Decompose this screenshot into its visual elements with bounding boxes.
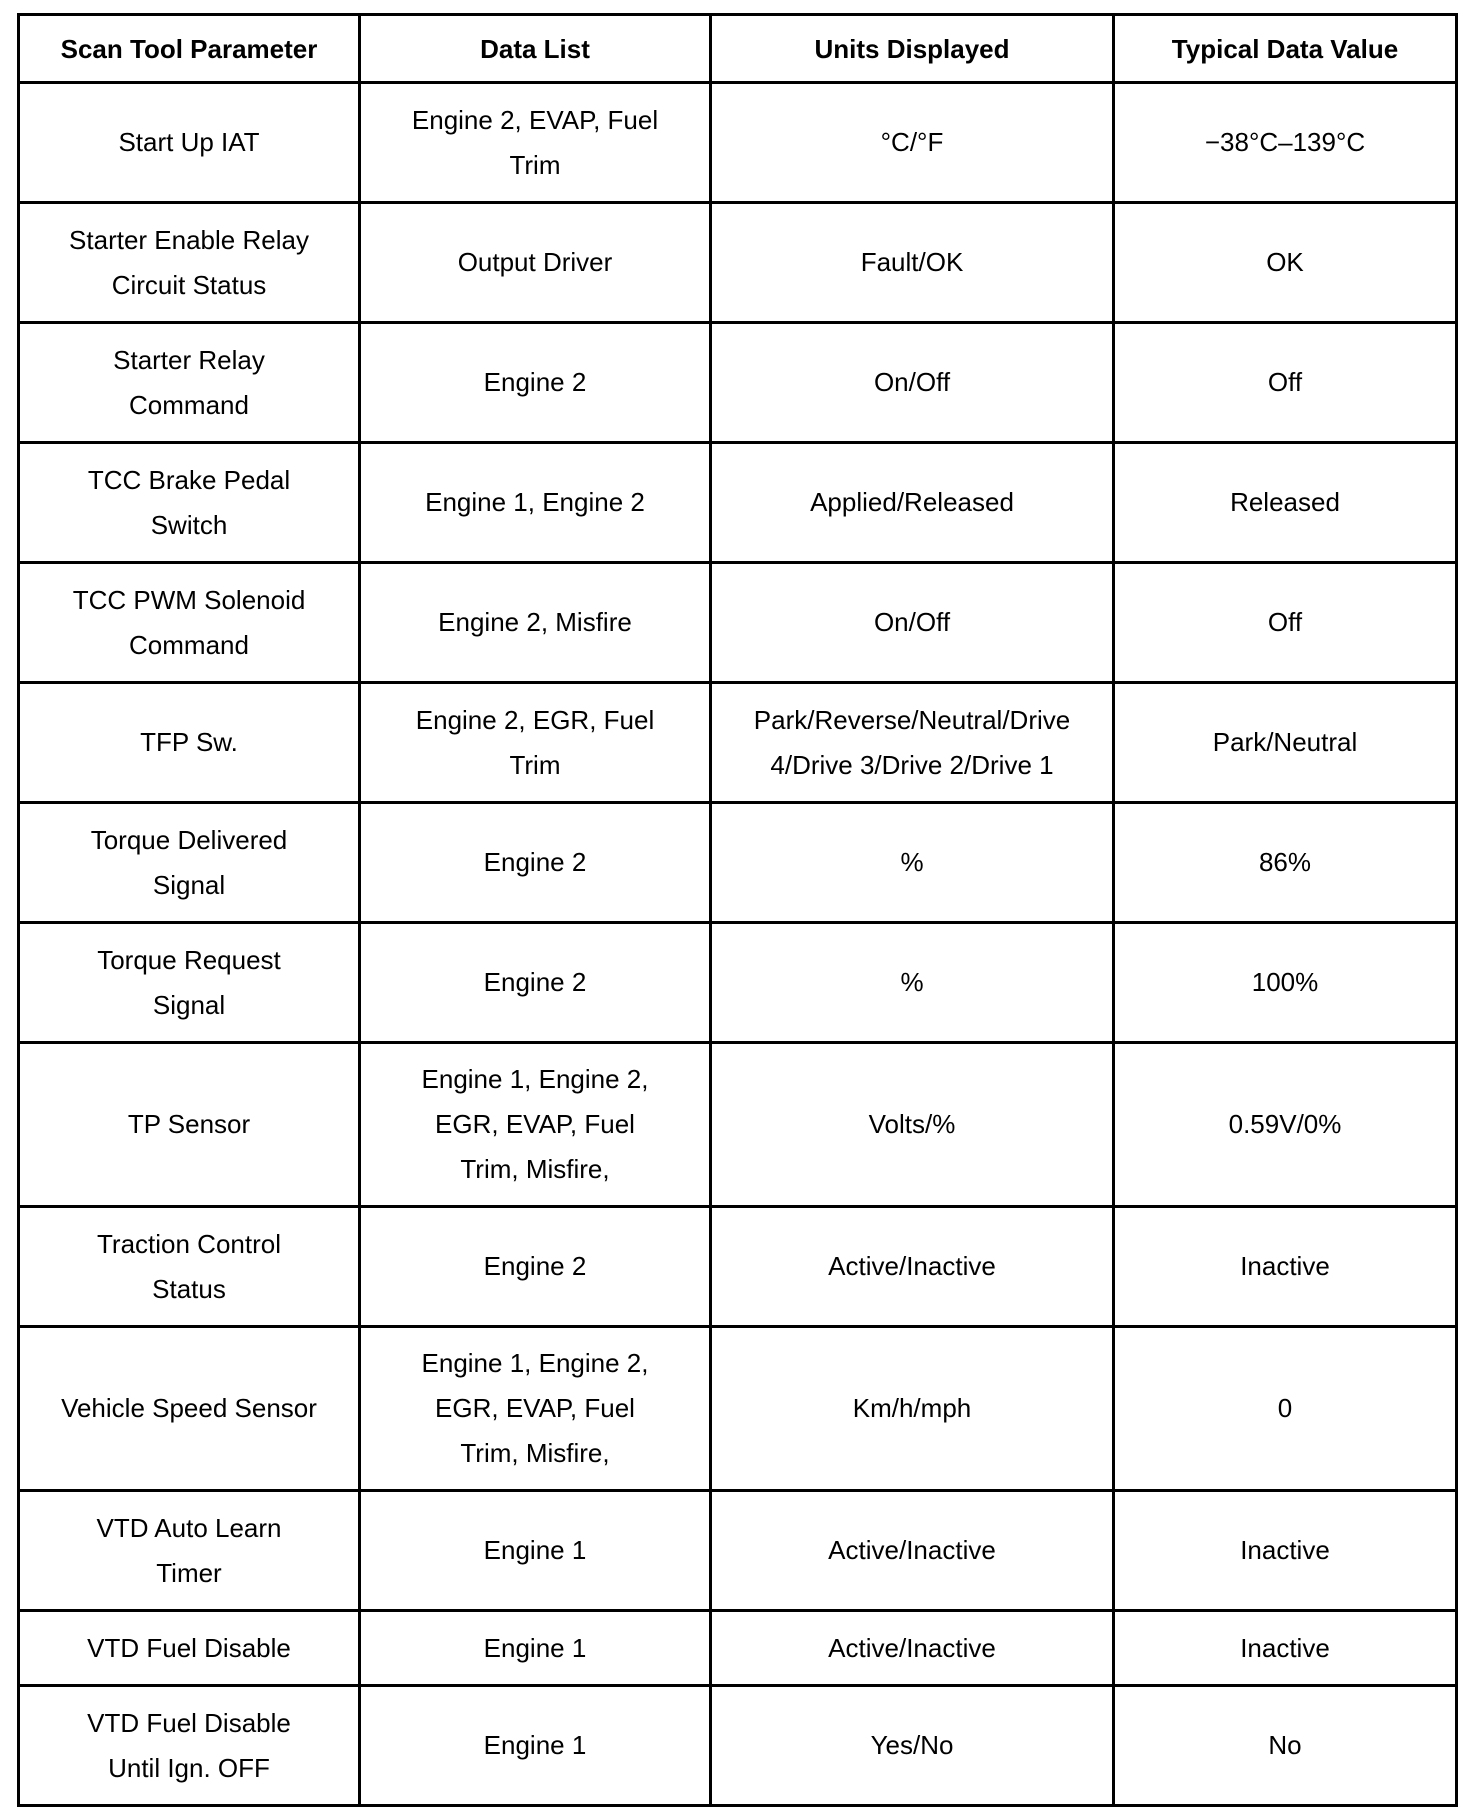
cell-parameter: Starter Enable Relay Circuit Status	[19, 203, 360, 323]
table-row	[19, 683, 1457, 803]
cell-typical-value: Inactive	[1114, 1491, 1457, 1611]
cell-units: Km/h/mph	[711, 1327, 1114, 1491]
table-row	[19, 1491, 1457, 1611]
cell-parameter: Traction Control Status	[19, 1207, 360, 1327]
cell-typical-value: −38°C–139°C	[1114, 83, 1457, 203]
cell-data-list: Engine 2, EGR, Fuel Trim	[360, 683, 711, 803]
cell-units: °C/°F	[711, 83, 1114, 203]
cell-units: Fault/OK	[711, 203, 1114, 323]
cell-typical-value: Off	[1114, 323, 1457, 443]
header-data-list: Data List	[360, 15, 711, 83]
cell-parameter: TCC Brake Pedal Switch	[19, 443, 360, 563]
table-row	[19, 563, 1457, 683]
cell-data-list: Engine 1, Engine 2, EGR, EVAP, Fuel Trim, Misfire,	[360, 1043, 711, 1207]
table-row	[19, 1611, 1457, 1686]
cell-typical-value: No	[1114, 1686, 1457, 1806]
header-scan-tool-parameter: Scan Tool Parameter	[19, 15, 360, 83]
table-row	[19, 923, 1457, 1043]
cell-data-list: Engine 2	[360, 923, 711, 1043]
cell-units: %	[711, 803, 1114, 923]
cell-units: Yes/No	[711, 1686, 1114, 1806]
cell-data-list: Engine 2	[360, 1207, 711, 1327]
table-row	[19, 1207, 1457, 1327]
cell-units: Active/Inactive	[711, 1491, 1114, 1611]
cell-parameter: VTD Fuel Disable Until Ign. OFF	[19, 1686, 360, 1806]
cell-units: Volts/%	[711, 1043, 1114, 1207]
cell-typical-value: 0	[1114, 1327, 1457, 1491]
table-body	[19, 83, 1457, 1806]
cell-typical-value: Inactive	[1114, 1207, 1457, 1327]
cell-data-list: Engine 1	[360, 1611, 711, 1686]
cell-parameter: VTD Fuel Disable	[19, 1611, 360, 1686]
cell-data-list: Engine 1	[360, 1686, 711, 1806]
cell-parameter: Vehicle Speed Sensor	[19, 1327, 360, 1491]
cell-typical-value: 86%	[1114, 803, 1457, 923]
table-row	[19, 1686, 1457, 1806]
table-row	[19, 1043, 1457, 1207]
cell-units: On/Off	[711, 563, 1114, 683]
cell-typical-value: Park/Neutral	[1114, 683, 1457, 803]
cell-units: Active/Inactive	[711, 1207, 1114, 1327]
cell-units: %	[711, 923, 1114, 1043]
table-row	[19, 443, 1457, 563]
cell-parameter: Torque Request Signal	[19, 923, 360, 1043]
table-row	[19, 203, 1457, 323]
cell-typical-value: Inactive	[1114, 1611, 1457, 1686]
cell-data-list: Engine 2	[360, 323, 711, 443]
scan-tool-data-table	[17, 13, 1458, 1807]
cell-data-list: Engine 2, Misfire	[360, 563, 711, 683]
cell-parameter: TFP Sw.	[19, 683, 360, 803]
cell-parameter: Starter Relay Command	[19, 323, 360, 443]
cell-data-list: Output Driver	[360, 203, 711, 323]
table-header	[19, 15, 1457, 83]
header-typical-data-value: Typical Data Value	[1114, 15, 1457, 83]
header-units-displayed: Units Displayed	[711, 15, 1114, 83]
cell-data-list: Engine 1, Engine 2, EGR, EVAP, Fuel Trim, Misfire,	[360, 1327, 711, 1491]
cell-typical-value: Released	[1114, 443, 1457, 563]
cell-parameter: Torque Delivered Signal	[19, 803, 360, 923]
table-row	[19, 83, 1457, 203]
cell-parameter: Start Up IAT	[19, 83, 360, 203]
table-row	[19, 323, 1457, 443]
cell-typical-value: OK	[1114, 203, 1457, 323]
cell-units: Applied/Released	[711, 443, 1114, 563]
cell-units: On/Off	[711, 323, 1114, 443]
table-row	[19, 1327, 1457, 1491]
cell-data-list: Engine 1	[360, 1491, 711, 1611]
cell-data-list: Engine 2, EVAP, Fuel Trim	[360, 83, 711, 203]
header-row	[19, 15, 1457, 83]
cell-data-list: Engine 1, Engine 2	[360, 443, 711, 563]
cell-data-list: Engine 2	[360, 803, 711, 923]
cell-units: Park/Reverse/Neutral/Drive 4/Drive 3/Drive 2/Drive 1	[711, 683, 1114, 803]
table-row	[19, 803, 1457, 923]
cell-units: Active/Inactive	[711, 1611, 1114, 1686]
cell-parameter: VTD Auto Learn Timer	[19, 1491, 360, 1611]
scan-tool-data-table-container	[17, 13, 1458, 1807]
cell-parameter: TP Sensor	[19, 1043, 360, 1207]
cell-typical-value: 100%	[1114, 923, 1457, 1043]
cell-typical-value: Off	[1114, 563, 1457, 683]
cell-typical-value: 0.59V/0%	[1114, 1043, 1457, 1207]
cell-parameter: TCC PWM Solenoid Command	[19, 563, 360, 683]
